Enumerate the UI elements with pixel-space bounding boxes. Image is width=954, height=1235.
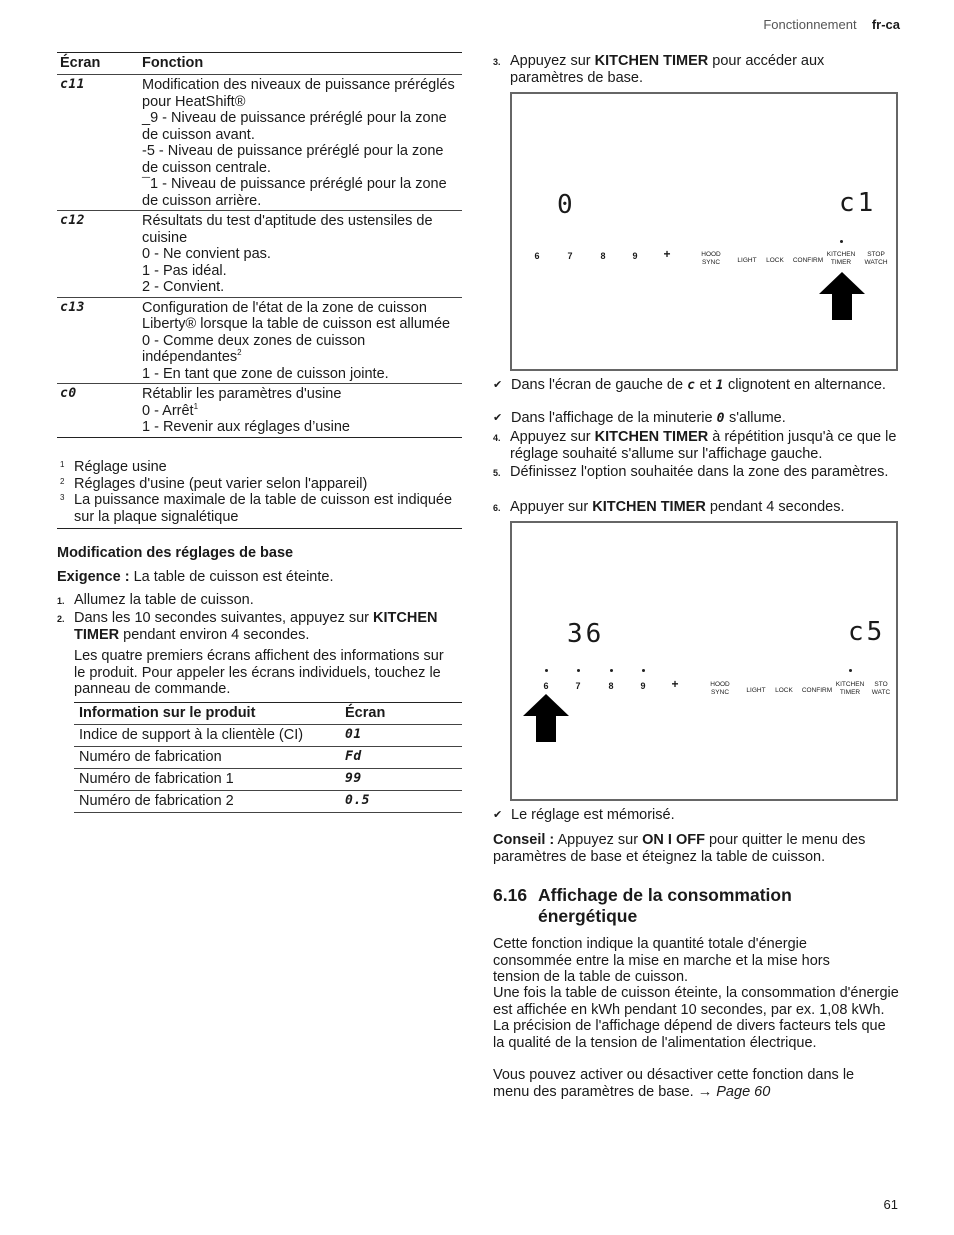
page-header — [700, 17, 900, 34]
table-row — [57, 211, 462, 298]
section-title — [493, 885, 898, 927]
indicator-dot — [610, 669, 613, 672]
key-7: 7 — [567, 251, 573, 261]
function-text: 0 - Ne convient pas. — [142, 246, 271, 262]
function-table-header — [57, 53, 462, 75]
light-label: LIGHT — [746, 687, 766, 694]
function-text: ¯1 - Niveau de puissance préréglé pour la zone de cuisson arrière. — [142, 176, 447, 209]
key-8: 8 — [600, 251, 606, 261]
table-row — [57, 384, 462, 438]
table-row — [57, 298, 462, 385]
function-text: 0 - Arrêt — [142, 402, 194, 419]
indicator-dot — [545, 669, 548, 672]
stop-watch-label: STOP WATCH — [864, 251, 888, 266]
kitchen-timer-label: KITCHEN TIMER — [826, 251, 856, 266]
step-4: 4. Appuyez sur KITCHEN TIMER à répétition jusqu'à ce que le réglage souhaité s'allume sur l'affichage gauche. — [493, 429, 897, 462]
header-section: Fonctionnement — [763, 17, 857, 32]
step-3: 3. Appuyez sur KITCHEN TIMER pour accéder aux paramètres de base. — [493, 53, 825, 86]
table-row — [57, 75, 462, 211]
footnote: 1 Réglage usine — [60, 459, 167, 475]
product-table-header: Information sur le produit Écran — [74, 703, 462, 725]
section-paragraph: Une fois la table de cuisson éteinte, la consommation d'énergie est affichée en kWh pendant 10 secondes, par ex. 1,08 kWh. La précision de l'affichage dépend de divers facteurs tels que la qualité de la tension de l'alimentation électrique. — [493, 985, 899, 1051]
table-row: Numéro de fabrication 1 99 — [74, 769, 462, 791]
hood-sync-label: HOOD SYNC — [701, 251, 721, 266]
light-label: LIGHT — [737, 257, 757, 264]
indicator-dot — [577, 669, 580, 672]
function-text: 0 - Comme deux zones de cuisson indépendantes — [142, 332, 366, 365]
function-table — [57, 52, 462, 438]
checkmark-icon: ✔ — [493, 379, 503, 391]
indicator-dot — [840, 240, 843, 243]
left-display: 36 — [567, 619, 605, 649]
key-9: 9 — [632, 251, 638, 261]
function-text: _9 - Niveau de puissance préréglé pour la zone de cuisson avant. — [142, 110, 447, 143]
arrow-up-icon — [819, 272, 865, 320]
function-text: Modification des niveaux de puissance préréglés pour HeatShift® — [142, 77, 455, 110]
footnote: 3 La puissance maximale de la table de cuisson est indiquée sur la plaque signalétique — [60, 492, 453, 525]
key-plus: + — [663, 247, 671, 261]
function-text: Rétablir les paramètres d'usine — [142, 386, 342, 402]
left-display: 0 — [557, 190, 576, 220]
function-text: -5 - Niveau de puissance préréglé pour la zone de cuisson centrale. — [142, 143, 444, 176]
stop-watch-label: STO WATC — [871, 681, 891, 696]
table-row: Numéro de fabrication Fd — [74, 747, 462, 769]
screen-code: c13 — [60, 299, 85, 315]
table-row: Numéro de fabrication 2 0.5 — [74, 791, 462, 813]
key-8: 8 — [608, 681, 614, 691]
screen-code: c12 — [60, 213, 85, 228]
table-row: Indice de support à la clientèle (CI) 01 — [74, 725, 462, 747]
lock-label: LOCK — [766, 257, 784, 264]
function-text: 1 - En tant que zone de cuisson jointe. — [142, 365, 389, 382]
result-check-2: ✔ Dans l'affichage de la minuterie 0 s'allume. — [493, 410, 786, 426]
arrow-right-icon: → — [697, 1083, 713, 1100]
key-9: 9 — [640, 681, 646, 691]
confirm-label: CONFIRM — [792, 257, 824, 264]
subsection-title: Modification des réglages de base — [57, 545, 294, 561]
key-6: 6 — [543, 681, 549, 691]
step-5: 5. Définissez l'option souhaitée dans la zone des paramètres. — [493, 464, 889, 480]
section-paragraph: Vous pouvez activer ou désactiver cette fonction dans le menu des paramètres de base. → Page 60 — [493, 1067, 855, 1100]
section-paragraph: Cette fonction indique la quantité totale d'énergie consommée entre la mise en marche et la mise hors tension de la table de cuisson. — [493, 936, 830, 985]
page-number: 61 — [883, 1197, 898, 1212]
result-check-3: ✔ Le réglage est mémorisé. — [493, 807, 675, 823]
footnote: 2 Réglages d'usine (peut varier selon l'appareil) — [60, 475, 368, 492]
footnotes — [57, 459, 462, 529]
key-7: 7 — [575, 681, 581, 691]
lock-label: LOCK — [775, 687, 793, 694]
step-2: 2. Dans les 10 secondes suivantes, appuyez sur KITCHEN TIMER pendant environ 4 secondes. — [57, 610, 438, 643]
confirm-label: CONFIRM — [801, 687, 833, 694]
control-panel-illustration-2 — [510, 521, 898, 801]
function-text: Configuration de l'état de la zone de cuisson Liberty® lorsque la table de cuisson est allumée — [142, 299, 451, 332]
result-check-1: ✔ Dans l'écran de gauche de c et 1 clignotent en alternance. — [493, 377, 886, 393]
screen-code: c0 — [60, 386, 77, 401]
section-number: 6.16 — [493, 885, 528, 905]
product-info-table — [74, 702, 462, 813]
function-text: 1 - Revenir aux réglages d’usine — [142, 419, 350, 435]
function-text: Résultats du test d'aptitude des ustensiles de cuisine — [142, 213, 433, 246]
kitchen-timer-label: KITCHEN TIMER — [835, 681, 865, 696]
footnote-ref: 2 — [237, 348, 242, 357]
indicator-dot — [849, 669, 852, 672]
function-text: 2 - Convient. — [142, 279, 225, 295]
key-plus: + — [671, 677, 679, 691]
col-function: Fonction — [142, 55, 204, 72]
right-display: c5 — [848, 617, 886, 647]
arrow-up-icon — [523, 694, 569, 742]
header-lang: fr-ca — [871, 17, 900, 32]
step-6: 6. Appuyer sur KITCHEN TIMER pendant 4 secondes. — [493, 499, 845, 515]
step-1: 1. Allumez la table de cuisson. — [57, 592, 254, 608]
page-reference-link[interactable]: Page 60 — [716, 1083, 771, 1100]
section-heading: Affichage de la consommation énergétique — [538, 885, 792, 926]
requirement: Exigence : La table de cuisson est éteinte. — [57, 569, 334, 585]
footnote-ref: 1 — [193, 401, 199, 411]
col-screen: Écran — [60, 55, 101, 72]
hood-sync-label: HOOD SYNC — [710, 681, 730, 696]
right-display: c1 — [839, 188, 877, 218]
screen-code: c11 — [60, 77, 85, 92]
tip: Conseil : Appuyez sur ON I OFF pour quitter le menu des paramètres de base et éteignez la table de cuisson. — [493, 832, 866, 865]
function-text: 1 - Pas idéal. — [142, 262, 227, 279]
checkmark-icon: ✔ — [493, 412, 503, 424]
indicator-dot — [642, 669, 645, 672]
key-6: 6 — [534, 251, 540, 261]
note-text: Les quatre premiers écrans affichent des informations sur le produit. Pour appeler les écrans individuels, touchez le panneau de commande. — [74, 648, 444, 697]
control-panel-illustration-1 — [510, 92, 898, 371]
checkmark-icon: ✔ — [493, 809, 503, 821]
